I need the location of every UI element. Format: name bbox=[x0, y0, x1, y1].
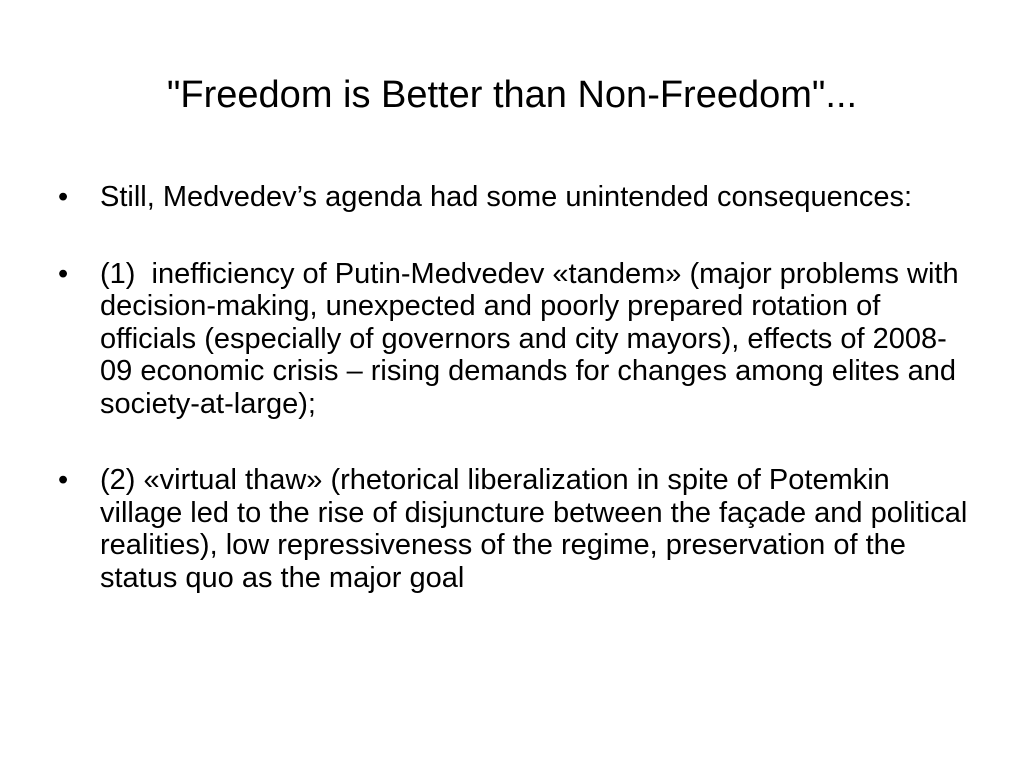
bullet-text: (1) inefficiency of Putin-Medvedev «tandem» (major problems with decision-making, unexpected and poorly prepared rotation of officials (especially of governors and city mayors), effects of 2008-09 economic crisis – rising demands for changes among elites and society-at-large); bbox=[100, 257, 959, 420]
bullet-item-tandem bbox=[58, 258, 978, 421]
bullet-item-virtual-thaw bbox=[58, 464, 978, 594]
bullet-icon: • bbox=[58, 257, 69, 290]
bullet-icon: • bbox=[58, 181, 69, 213]
bullet-text: (2) «virtual thaw» (rhetorical liberalization in spite of Potemkin village led to the rise of disjuncture between the façade and political realities), low repressiveness of the regime, preservation of the status quo as the major goal bbox=[100, 464, 968, 594]
bullet-item-consequences bbox=[58, 181, 978, 214]
bullet-list bbox=[58, 181, 978, 594]
slide-title: "Freedom is Better than Non-Freedom"... bbox=[166, 74, 858, 116]
bullet-text: Still, Medvedev’s agenda had some unintended consequences: bbox=[100, 181, 913, 213]
bullet-icon: • bbox=[58, 464, 69, 496]
